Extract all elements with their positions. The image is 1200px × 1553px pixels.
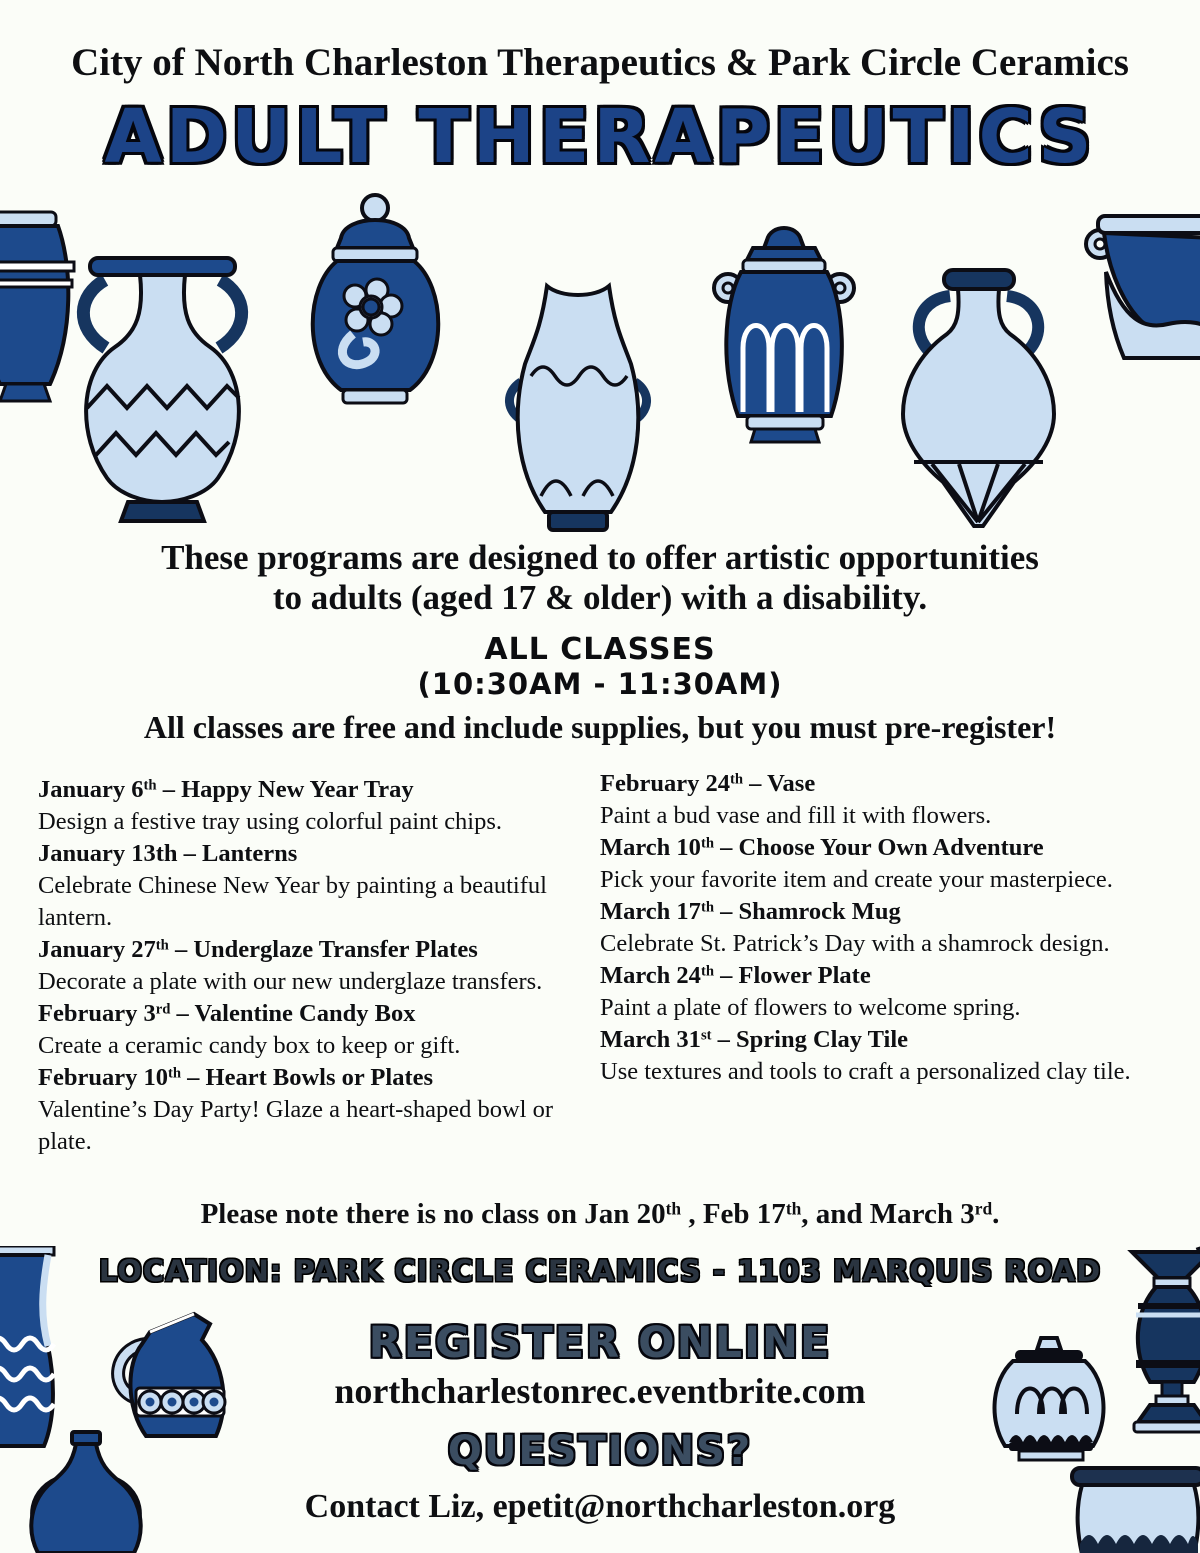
class-item [600,1024,1195,1088]
class-item [600,960,1195,1024]
class-title: March 17th – Shamrock Mug [600,898,901,925]
flyer-title: ADULT THERAPEUTICS [104,94,1096,180]
scalloped-pitcher-icon [503,280,653,550]
class-title: March 24th – Flower Plate [600,962,871,989]
class-item [600,832,1195,896]
ginger-jar-icon [293,192,458,432]
location-line: LOCATION: PARK CIRCLE CERAMICS - 1103 MARQUIS ROAD [98,1254,1102,1288]
class-title: January 27th – Underglaze Transfer Plates [38,936,478,963]
class-item [600,896,1195,960]
free-preregister-note: All classes are free and include supplies, but you must pre-register! [143,709,1057,745]
class-item [38,774,603,838]
class-item [38,838,603,934]
flyer-header: City of North Charleston Therapeutics & Park Circle Ceramics [71,41,1129,84]
register-url: northcharlestonrec.eventbrite.com [334,1371,866,1411]
glazed-mug-icon [1084,210,1200,360]
class-item [38,934,603,998]
class-description: Pick your favorite item and create your masterpiece. [600,866,1113,893]
intro-line-2: to adults (aged 17 & older) with a disability. [272,578,928,617]
class-description: Paint a bud vase and fill it with flowers. [600,802,992,829]
intro-text [0,538,1200,618]
class-title: February 3rd – Valentine Candy Box [38,1000,416,1027]
class-description: Design a festive tray using colorful paint chips. [38,808,503,835]
class-item [38,1062,603,1158]
no-class-note: Please note there is no class on Jan 20th , Feb 17th, and March 3rd. [200,1198,1000,1230]
all-classes-heading: ALL CLASSES [484,632,716,667]
register-online-heading: REGISTER ONLINE [368,1318,832,1368]
questions-heading: QUESTIONS? [447,1428,753,1474]
class-description: Decorate a plate with our new underglaze transfers. [38,968,543,995]
class-title: March 10th – Choose Your Own Adventure [600,834,1044,861]
class-list-left [38,774,603,1158]
zigzag-amphora-icon [60,250,265,525]
class-description: Celebrate Chinese New Year by painting a beautiful lantern. [38,872,547,931]
class-title: February 24th – Vase [600,770,816,797]
class-title: January 13th – Lanterns [38,840,298,867]
class-description: Valentine’s Day Party! Glaze a heart-shaped bowl or plate. [38,1096,553,1155]
class-title: February 10th – Heart Bowls or Plates [38,1064,434,1091]
class-description: Paint a plate of flowers to welcome spring. [600,994,1021,1021]
contact-line: Contact Liz, epetit@northcharleston.org [304,1488,896,1525]
class-list-right [600,768,1195,1088]
class-item [38,998,603,1062]
class-title: March 31st – Spring Clay Tile [600,1026,909,1053]
class-title: January 6th – Happy New Year Tray [38,776,414,803]
arch-jar-icon [697,220,872,480]
class-item [600,768,1195,832]
class-description: Use textures and tools to craft a personalized clay tile. [600,1058,1131,1085]
ray-amphora-icon [886,266,1071,541]
class-time-range: (10:30AM - 11:30AM) [417,667,783,701]
intro-line-1: These programs are designed to offer artistic opportunities [161,538,1039,577]
class-description: Create a ceramic candy box to keep or gift. [38,1032,461,1059]
class-description: Celebrate St. Patrick’s Day with a shamrock design. [600,930,1110,957]
